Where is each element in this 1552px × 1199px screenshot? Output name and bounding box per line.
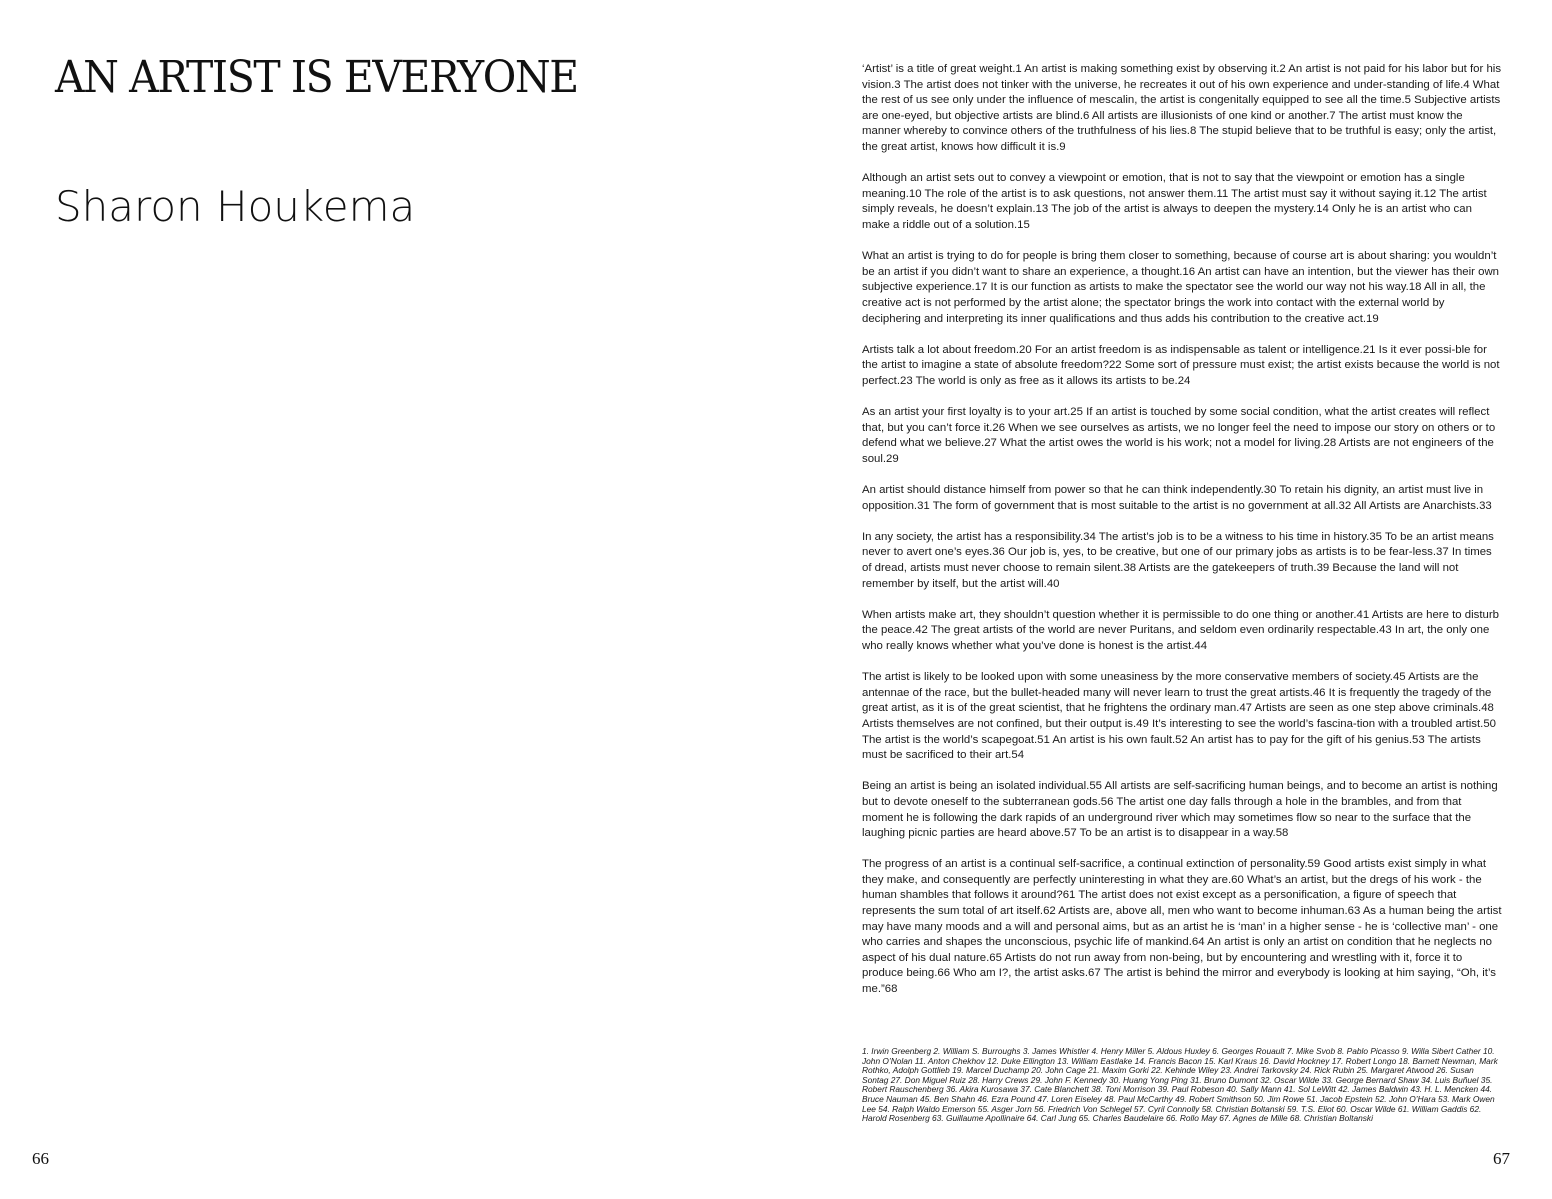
paragraph: The artist is likely to be looked upon with some uneasiness by the more conservative members of society.45 Artists are the antennae of the race, but the bullet-headed many will never learn to trust the great artists.46 It is frequently the tragedy of the great artist, as it is of the great scientist, that he frightens the ordinary man.47 Artists are seen as one step above criminals.48 Artists themselves are not confined, but their output is.49 It’s interesting to see the world’s fascina-tion with a troubled artist.50 The artist is the world’s scapegoat.51 An artist is his own fault.52 An artist has to pay for the gift of his genius.53 The artists must be sacrificed to their art.54 [862,671,1496,762]
paragraph: Although an artist sets out to convey a viewpoint or emotion, that is not to say that the viewpoint or emotion has a single meaning.10 The role of the artist is to ask questions, not answer them.11 The artist must say it without saying it.12 The artist simply reveals, he doesn’t explain.13 The job of the artist is always to deepen the mystery.14 Only he is an artist who can make a riddle out of a solution.15 [862,172,1487,231]
paragraph: Being an artist is being an isolated individual.55 All artists are self-sacrificing human beings, and to become an artist is nothing but to devote oneself to the subterranean gods.56 The artist one day falls through a hole in the brambles, and from that moment he is following the dark rapids of an underground river which may sometimes flow so near to the surface that the laughing picnic parties are heard above.57 To be an artist is to disappear in a way.58 [862,780,1498,840]
paragraph: What an artist is trying to do for people is bring them closer to something, because of course art is about sharing: you wouldn’t be an artist if you didn’t want to share an experience, a thought.16 An artist can have an intention, but the viewer has their own subjective experience.17 It is our function as artists to make the spectator see the world our way not his way.18 All in all, the creative act is not performed by the artist alone; the spectator brings the work into contact with the external world by deciphering and interpreting its inner qualifications and thus adds his contribution to the creative act.19 [862,250,1500,325]
page-number-left: 66 [32,1149,49,1168]
paragraph: An artist should distance himself from power so that he can think independently.30 To retain his dignity, an artist must live in opposition.31 The form of government that is most suitable to the artist is no government at all.32 All Artists are Anarchists.33 [862,484,1492,512]
paragraph: When artists make art, they shouldn’t question whether it is permissible to do one thing or another.41 Artists are here to disturb the peace.42 The great artists of the world are never Puritans, and seldom even ordinarily respectable.43 In art, the only one who really knows whether what you’ve done is honest is the artist.44 [862,608,1499,652]
paragraph: ‘Artist’ is a title of great weight.1 An artist is making something exist by observing it.2 An artist is not paid for his labor but for his vision.3 The artist does not tinker with the universe, he recreates it out of his own experience and under-standing of life.4 What the rest of us see only under the influence of mescalin, the artist is congenitally equipped to see all the time.5 Subjective artists are one-eyed, but objective artists are blind.6 All artists are illusionists of one kind or another.7 The artist must know the manner whereby to convince others of the truthfulness of his lies.8 The stupid believe that to be truthful is easy; only the artist, the great artist, knows how difficult it is.9 [862,63,1502,153]
paragraph: As an artist your first loyalty is to your art.25 If an artist is touched by some social condition, what the artist creates will reflect that, but you can’t force it.26 When we see ourselves as artists, we no longer feel the need to impose our story on others or to defend what we believe.27 What the artist owes the world is his work; not a model for living.28 Artists are not engineers of the soul.29 [862,406,1496,465]
essay-title: AN ARTIST IS EVERYONE [55,52,578,103]
paragraph: In any society, the artist has a responsibility.34 The artist’s job is to be a witness to his time in history.35 To be an artist means never to avert one’s eyes.36 Our job is, yes, to be creative, but one of our primary jobs as artists is to be fear-less.37 In times of dread, artists must never choose to remain silent.38 Artists are the gatekeepers of truth.39 Because the land will not remember by itself, but the artist will.40 [862,530,1494,590]
author-name: Sharon Houkema [55,182,416,231]
footnotes: 1. Irwin Greenberg 2. William S. Burroughs 3. James Whistler 4. Henry Miller 5. Aldous Huxley 6. Georges Rouault 7. Mike Svob 8. Pablo Picasso 9. Willa Sibert Cather 10. John O’Nolan 11. Anton Chekhov 12. Duke Ellington 13. William Eastlake 14. Francis Bacon 15. Karl Kraus 16. David Hockney 17. Robert Longo 18. Barnett Newman, Mark Rothko, Adolph Gottlieb 19. Marcel Duchamp 20. John Cage 21. Maxim Gorki 22. Kehinde Wiley 23. Andrei Tarkovsky 24. Rick Rubin 25. Margaret Atwood 26. Susan Sontag 27. Don Miguel Ruiz 28. Harry Crews 29. John F. Kennedy 30. Huang Yong Ping 31. Bruno Dumont 32. Oscar Wilde 33. George Bernard Shaw 34. Luis Buñuel 35. Robert Rauschenberg 36. Akira Kurosawa 37. Cate Blanchett 38. Toni Morrison 39. Paul Robeson 40. Sally Mann 41. Sol LeWitt 42. James Baldwin 43. H. L. Mencken 44. Bruce Nauman 45. Ben Shahn 46. Ezra Pound 47. Loren Eiseley 48. Paul McCarthy 49. Robert Smithson 50. Jim Rowe 51. Jacob Epstein 52. John O’Hara 53. Mark Owen Lee 54. Ralph Waldo Emerson 55. Asger Jorn 56. Friedrich Von Schlegel 57. Cyril Connolly 58. Christian Boltanski 59. T.S. Eliot 60. Oscar Wilde 61. William Gaddis 62. Harold Rosenberg 63. Guillaume Apollinaire 64. Carl Jung 65. Charles Baudelaire 66. Rollo May 67. Agnes de Mille 68. Christian Boltanski [862,1046,1498,1124]
paragraph: Artists talk a lot about freedom.20 For an artist freedom is as indispensable as talent or intelligence.21 Is it ever possi-ble for the artist to imagine a state of absolute freedom?22 Some sort of pressure must exist; the artist exists because the world is not perfect.23 The world is only as free as it allows its artists to be.24 [862,343,1500,387]
right-page [776,0,1552,1199]
essay-body [862,62,1502,1013]
paragraph: The progress of an artist is a continual self-sacrifice, a continual extinction of personality.59 Good artists exist simply in what they make, and consequently are perfectly uninteresting in what they are.60 What’s an artist, but the dregs of his work - the human shambles that follows it around?61 The artist does not exist except as a personification, a figure of speech that represents the sum total of art itself.62 Artists are, above all, men who want to become inhuman.63 As a human being the artist may have many moods and a will and personal aims, but as an artist he is ‘man’ in a higher sense - he is ‘collective man’ - one who carries and shapes the unconscious, psychic life of mankind.64 An artist is only an artist on condition that he neglects no aspect of his dual nature.65 Artists do not run away from non-being, but by encountering and wrestling with it, force it to produce being.66 Who am I?, the artist asks.67 The artist is behind the mirror and everybody is looking at him saying, “Oh, it’s me.”68 [862,858,1502,996]
page-number-right: 67 [1493,1149,1510,1168]
